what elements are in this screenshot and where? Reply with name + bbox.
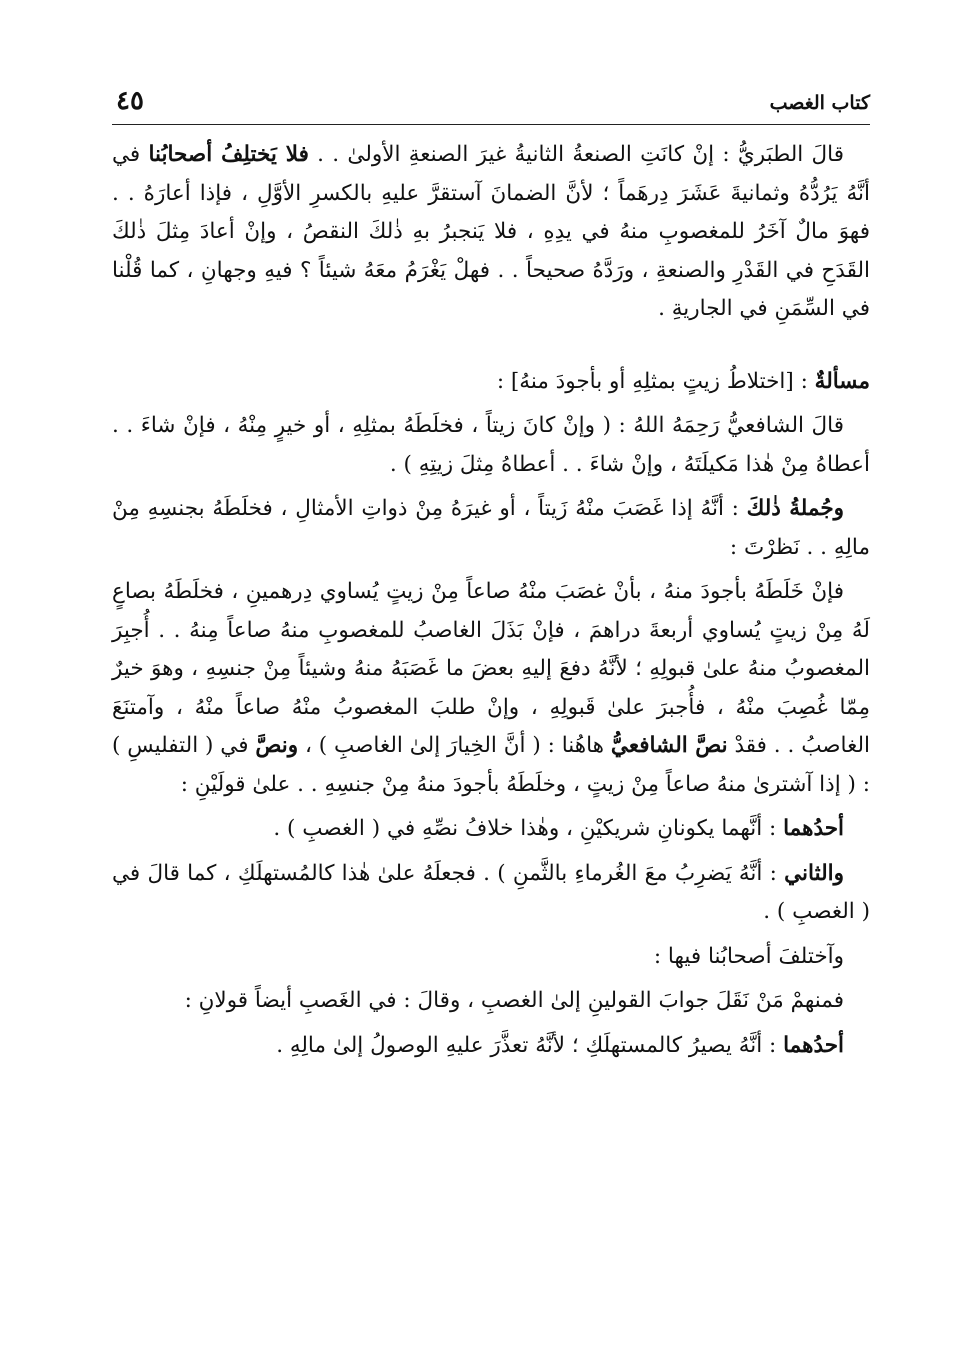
paragraph-second-opinion	[112, 855, 870, 932]
paragraph-transfer-opinions	[112, 982, 870, 1021]
paragraph-text: : أنَّهما يكونانِ شريكيْنِ ، وهٰذا خلافُ نصِّهِ في ( الغصبِ ) .	[273, 816, 784, 841]
emphasis-text: فلا يَختلِفُ أصحابُنا	[148, 142, 309, 167]
paragraph-text: : أنَّهُ يصيرُ كالمستهلَكِ ؛ لأنَّهُ تعذَّرَ عليهِ الوصولُ إلىٰ مالِهِ .	[276, 1032, 784, 1058]
paragraph-text: قالَ الشافعيُّ رَحِمَهُ اللهُ : ( وإنْ كانَ زيتاً ، فخلَطَهُ بمثلِهِ ، أو خيرٍ مِنْهُ ، فإنْ شاءَ . . أعطاهُ مِنْ هٰذا مَكيلَتَهُ ، وإنْ شاءَ . . أعطاهُ مِثلَ زيتِهِ ) .	[112, 413, 870, 477]
paragraph-companions-differ	[112, 938, 870, 977]
paragraph-text: : أنَّهُ إذا غَصَبَ منْهُ زَيتاً ، أو غيرَهُ مِنْ ذواتِ الأمثالِ ، فخلَطَهُ بجنسِهِ مِنْ مالِهِ . . نَظرْتَ :	[112, 496, 870, 560]
page-body	[112, 136, 870, 1071]
paragraph-text: : أنَّهُ يَضرِبُ معَ الغُرماءِ بالثَّمنِ ) . فجعلَهُ علىٰ هٰذا كالمُستهلَكِ ، كما قالَ في ( الغصبِ ) .	[112, 860, 870, 924]
paragraph-tabari	[112, 136, 870, 329]
paragraph-first-opinion	[112, 810, 870, 849]
paragraph-text: في ( التفليسِ ) : ( إذا آشترىٰ منهُ صاعاً مِنْ زيتٍ ، وخلَطَهُ بأجودَ منهُ مِنْ جنسِهِ . . علىٰ قولَيْنِ :	[112, 733, 870, 797]
section-heading	[112, 363, 870, 402]
paragraph-first-consumed	[112, 1027, 870, 1066]
paragraph-text: وآختلفَ أصحابُنا فيها :	[653, 943, 844, 969]
paragraph-mixing-better	[112, 573, 870, 804]
page-header	[112, 84, 870, 125]
paragraph-text: قالَ الطبَريُّ : إنْ كانَتِ الصنعةُ الثانيةُ غيرَ الصنعةِ الأولىٰ . .	[308, 142, 844, 167]
paragraph-text: هاهُنا : ( أنَّ الخِيارَ إلىٰ الغاصبِ ) ،	[298, 733, 611, 758]
paragraph-text: في أنَّهُ يَرُدُّهُ وثمانيةَ عَشَرَ دِرهَماً ؛ لأنَّ الضمانَ آستقرَّ عليهِ بالكسرِ الأوَّلِ ، فإذا أعارَهُ . . فهوَ مالٌ آخَرُ للمغصوبِ منهُ في يدِهِ ، فلا يَنجبرُ بهِ ذٰلكَ النقصُ ، وإنْ أعادَ مِثلَ ذٰلكَ القَدَحِ في القَدْرِ والصنعةِ ، ورَدَّهُ صحيحاً . . فهلْ يَغْرَمُ معَهُ شيئاً ؟ فيهِ وجهانِ ، كما قُلْنا في السِّمَنِ في الجاريةِ .	[112, 142, 870, 321]
emphasis-text: أحدُهما	[783, 1032, 844, 1058]
paragraph-text: فإنْ خَلَطَهُ بأجودَ منهُ ، بأنْ غصَبَ منْهُ صاعاً مِنْ زيتٍ يُساوي دِرهمينِ ، فخلَطَهُ بصاعٍ لَهُ مِنْ زيتٍ يُساوي أربعةَ دراهمَ ، فإنْ بَذَلَ الغاصبُ للمغصوبِ منهُ صاعاً مِنهُ . . أُجبِرَ المغصوبُ منهُ علىٰ قبولِهِ ؛ لأنَّهُ دفعَ إليهِ بعضَ ما غَصَبَهُ منهُ وشيئاً مِنْ جنسِهِ ، وهوَ خيرٌ مِمّا غُصِبَ منْهُ ، فأُجبرَ علىٰ قَبولِهِ ، وإنْ طلبَ المغصوبُ منْهُ صاعاً منْهُ ، وآمتنَعَ الغاصبُ . . فقدْ	[112, 579, 871, 758]
emphasis-text: نصَّ الشافعيُّ	[610, 733, 728, 758]
paragraph-text: فمنهمْ مَنْ نَقَلَ جوابَ القولينِ إلىٰ الغصبِ ، وقالَ : في الغَصبِ أيضاً قولانِ :	[184, 988, 844, 1013]
paragraph-shafii-quote	[112, 407, 870, 484]
heading-title: : [اختلاطُ زيتٍ بمثلِهِ أو بأجودَ منهُ] :	[496, 368, 815, 394]
heading-label: مسألةٌ	[814, 368, 870, 394]
emphasis-text: وجُملةُ ذٰلكَ	[746, 496, 845, 521]
running-title: كتاب الغصب	[769, 92, 870, 114]
emphasis-text: والثاني	[784, 860, 844, 886]
emphasis-text: أحدُهما	[783, 816, 844, 841]
paragraph-summary	[112, 490, 870, 567]
page-number: ٤٥	[116, 86, 144, 116]
emphasis-text: ونصَّ	[255, 733, 299, 758]
